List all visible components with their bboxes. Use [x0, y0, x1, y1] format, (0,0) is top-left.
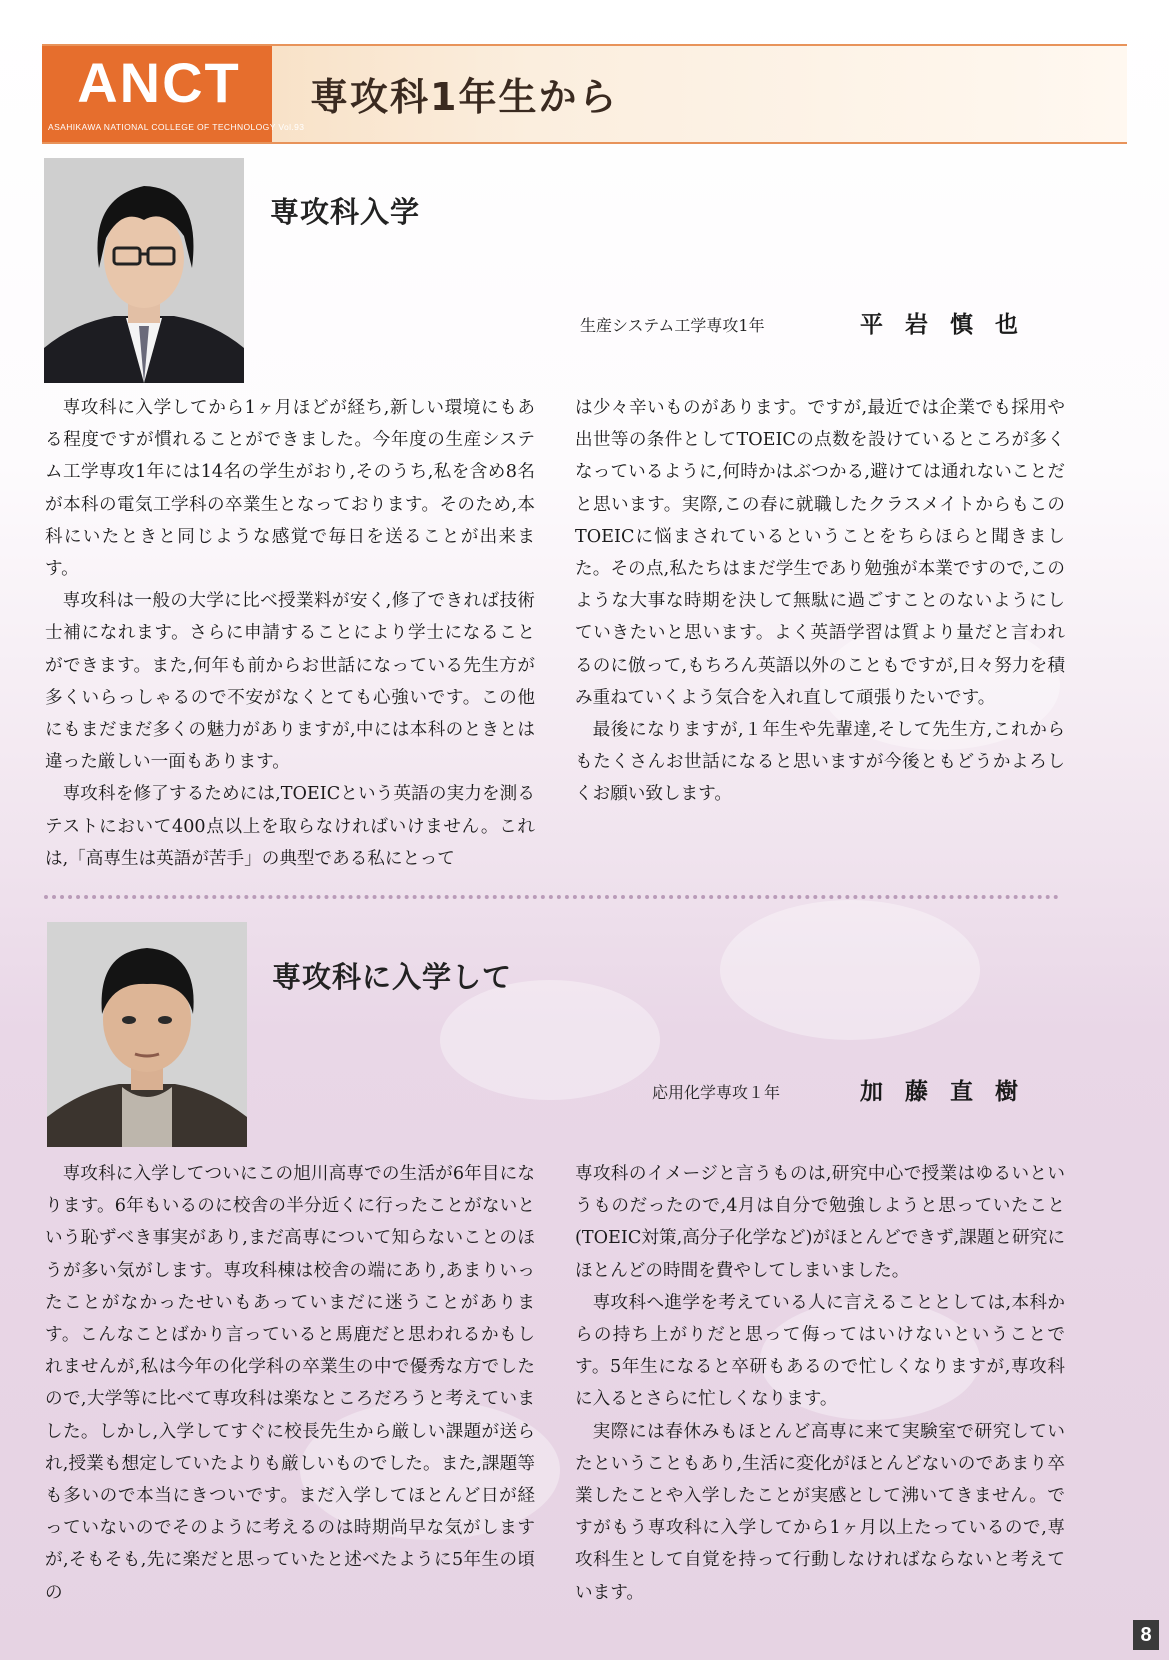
article2-author: 加藤直樹 [860, 1078, 1040, 1105]
background-bubble [440, 980, 660, 1100]
article2-affiliation: 応用化学専攻１年 [652, 1083, 781, 1102]
paragraph: は少々辛いものがあります。ですが,最近では企業でも採用や出世等の条件としてTOEICの点数を設けているところが多くなっているように,何時かはぶつかる,避けては通れないことだと思います。実際,この春に就職したクラスメイトからもこのTOEICに悩まされているということをちらほらと聞きました。その点,私たちはまだ学生であり勉強が本業ですので,このような大事な時期を決して無駄に過ごすことのないようにしていきたいと思います。よく英語学習は質より量だと言われるのに倣って,もちろん英語以外のこともですが,日々努力を積み重ねていくよう気合を入れ直して頑張りたいです。 [575, 398, 1065, 708]
paragraph: 実際には春休みもほとんど高専に来て実験室で研究していたということもあり,生活に変化がほとんどないのであまり卒業したことや入学したことが実感として沸いてきません。ですがもう専攻科に入学してから1ヶ月以上たっているので,専攻科生として自覚を持って行動しなければならないと考えています。 [575, 1421, 1065, 1603]
anct-logo [42, 46, 305, 142]
paragraph: 専攻科に入学してから1ヶ月ほどが経ち,新しい環境にもある程度ですが慣れることができました。今年度の生産システム工学専攻1年には14名の学生がおり,そのうち,私を含め8名が本科の電気工学科の卒業生となっております。そのため,本科にいたときと同じような感覚で毎日を送ることが出来ます。 [45, 398, 535, 580]
logo-text: ANCT [77, 51, 241, 114]
page-number: 8 [1133, 1620, 1159, 1650]
article2-right-column [575, 1158, 1065, 1609]
paragraph: 専攻科へ進学を考えている人に言えることとしては,本科からの持ち上がりだと思って侮ってはいけないということです。5年生になると卒研もあるので忙しくなりますが,専攻科に入るとさらに忙しくなります。 [575, 1292, 1065, 1410]
paragraph: 専攻科に入学してついにこの旭川高専での生活が6年目になります。6年もいるのに校舎の半分近くに行ったことがないという恥ずべき事実があり,まだ高専について知らないことのほうが多い気がします。専攻科棟は校舎の端にあり,あまりいったことがなかったせいもあっていまだに迷うことがあります。こんなことばかり言っていると馬鹿だと思われるかもしれませんが,私は今年の化学科の卒業生の中で優秀な方でしたので,大学等に比べて専攻科は楽なところだろうと考えていました。しかし,入学してすぐに校長先生から厳しい課題が送られ,授業も想定していたよりも厳しいものでした。また,課題等も多いので本当にきついです。まだ入学してほとんど日が経っていないのでそのように考えるのは時期尚早な気がしますが,そもそも,先に楽だと思っていたと述べたように5年生の頃の [45, 1164, 535, 1603]
article1-author: 平岩慎也 [860, 311, 1040, 338]
background-bubble [720, 900, 980, 1040]
portrait-photo-hiraiwa [44, 158, 244, 383]
page-header [42, 44, 1127, 144]
paragraph: 専攻科のイメージと言うものは,研究中心で授業はゆるいというものだったので,4月は自分で勉強しようと思っていたこと(TOEIC対策,高分子化学など)がほとんどできず,課題と研究にほとんどの時間を費やしてしまいました。 [575, 1164, 1065, 1281]
paragraph: 最後になりますが,１年生や先輩達,そして先生方,これからもたくさんお世話になると思いますが今後ともどうかよろしくお願い致します。 [575, 720, 1065, 805]
article2-left-column [45, 1158, 535, 1609]
section-divider [44, 895, 1059, 899]
paragraph: 専攻科は一般の大学に比べ授業料が安く,修了できれば技術士補になれます。さらに申請することにより学士になることができます。また,何年も前からお世話になっている先生方が多くいらっしゃるので不安がなくとても心強いです。この他にもまだまだ多くの魅力がありますが,中には本科のときとは違った厳しい一面もあります。 [45, 591, 535, 773]
page-title: 専攻科1年生から [310, 75, 619, 119]
portrait-photo-kato [47, 922, 247, 1147]
article1-left-column [45, 392, 535, 875]
paragraph: 専攻科を修了するためには,TOEICという英語の実力を測るテストにおいて400点以上を取らなければいけません。これは,「高専生は英語が苦手」の典型である私にとって [45, 784, 535, 869]
article2-title: 専攻科に入学して [272, 960, 513, 994]
article1-affiliation: 生産システム工学専攻1年 [580, 316, 765, 335]
logo-subtitle: ASAHIKAWA NATIONAL COLLEGE OF TECHNOLOGY Vol.93 [48, 122, 305, 132]
article1-right-column [575, 392, 1065, 811]
article1-title: 専攻科入学 [270, 195, 421, 229]
